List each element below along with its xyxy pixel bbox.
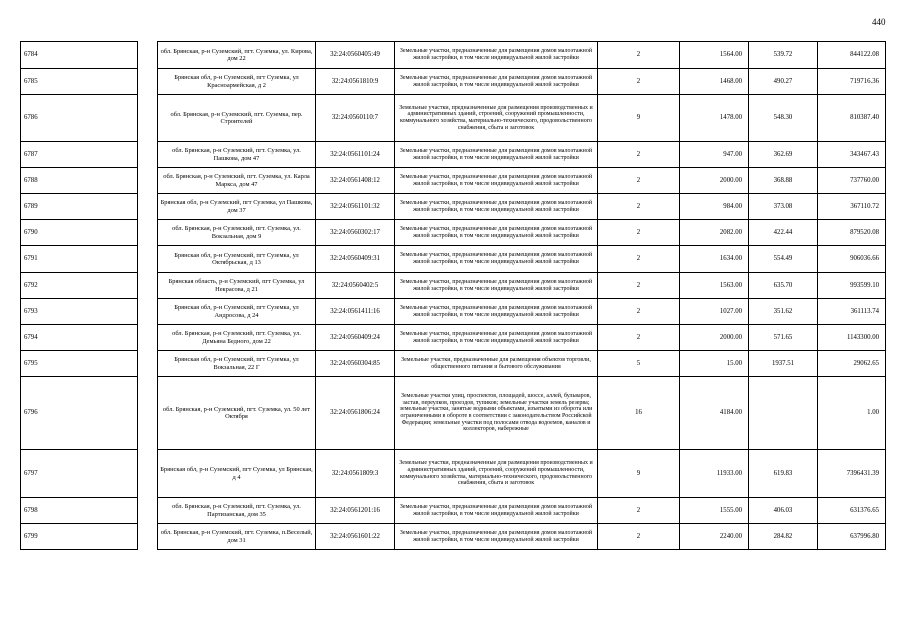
cadastral-number-cell: 32:24:0561201:16	[316, 498, 395, 524]
record-number: 6795	[21, 351, 138, 377]
land-use-cell: Земельные участки, предназначенные для размещения производственных и административных зданий, строений, сооружений промышленности, коммунального хозяйства, материально-технического, продовольственного снабжения, сбыта и заготовок	[395, 95, 598, 142]
spacer-cell	[138, 325, 158, 351]
land-use-cell: Земельные участки, предназначенные для размещения домов малоэтажной жилой застройки, в том числе индивидуальной жилой застройки	[395, 168, 598, 194]
cadastral-number-cell: 32:24:0560402:5	[316, 273, 395, 299]
table-row	[21, 299, 886, 325]
address-cell: обл. Брянская, р-н Суземский, пгт. Суземка, пер. Строителей	[158, 95, 316, 142]
address-cell: обл. Брянская, р-н Суземский, пгт. Суземка, ул. Пашкова, дом 47	[158, 142, 316, 168]
group-cell: 5	[598, 351, 680, 377]
area-cell: 1027.00	[680, 299, 749, 325]
cadastral-value-cell: 637996.80	[818, 524, 886, 550]
area-cell: 1478.00	[680, 95, 749, 142]
table-row	[21, 351, 886, 377]
record-number: 6787	[21, 142, 138, 168]
spacer-cell	[138, 42, 158, 69]
spacer-cell	[138, 351, 158, 377]
cadastral-number-cell: 32:24:0560405:49	[316, 42, 395, 69]
spacer-cell	[138, 142, 158, 168]
cadastral-value-cell: 29062.65	[818, 351, 886, 377]
unit-value-cell: 635.70	[749, 273, 818, 299]
table-row	[21, 194, 886, 220]
table-row	[21, 377, 886, 450]
area-cell: 1564.00	[680, 42, 749, 69]
area-cell: 2000.00	[680, 325, 749, 351]
land-use-cell: Земельные участки улиц, проспектов, площадей, шоссе, аллей, бульваров, застав, переулков, проездов, тупиков; земельные участки земель резерва; земельные участки, занятые водными объектами, изъятыми из оборота или ограниченными в обороте в соответствии с законодательством Российской Федерации; земельные участки под полосами отвода водоемов, каналов и коллекторов, набережные	[395, 377, 598, 450]
land-use-cell: Земельные участки, предназначенные для размещения объектов торговли, общественного питания и бытового обслуживания	[395, 351, 598, 377]
record-number: 6798	[21, 498, 138, 524]
land-use-cell: Земельные участки, предназначенные для размещения производственных и административных зданий, строений, сооружений промышленности, коммунального хозяйства, материально-технического, продовольственного снабжения, сбыта и заготовок	[395, 450, 598, 498]
area-cell: 2082.00	[680, 220, 749, 246]
table-row	[21, 95, 886, 142]
unit-value-cell: 422.44	[749, 220, 818, 246]
group-cell: 2	[598, 69, 680, 95]
group-cell: 9	[598, 95, 680, 142]
table-row	[21, 524, 886, 550]
unit-value-cell: 554.49	[749, 246, 818, 273]
table-row	[21, 220, 886, 246]
unit-value-cell: 368.88	[749, 168, 818, 194]
address-cell: обл. Брянская, р-н Суземский, пгт. Суземка, п.Веселый, дом 31	[158, 524, 316, 550]
cadastral-number-cell: 32:24:0561810:9	[316, 69, 395, 95]
cadastral-value-cell: 810387.40	[818, 95, 886, 142]
cadastral-number-cell: 32:24:0561408:12	[316, 168, 395, 194]
group-cell: 2	[598, 273, 680, 299]
cadastral-value-cell: 1143300.00	[818, 325, 886, 351]
spacer-cell	[138, 273, 158, 299]
cadastral-number-cell: 32:24:0561101:24	[316, 142, 395, 168]
group-cell: 2	[598, 142, 680, 168]
spacer-cell	[138, 168, 158, 194]
table-row	[21, 168, 886, 194]
area-cell: 2000.00	[680, 168, 749, 194]
group-cell: 2	[598, 220, 680, 246]
spacer-cell	[138, 95, 158, 142]
cadastral-value-cell: 361113.74	[818, 299, 886, 325]
cadastral-value-table	[20, 41, 886, 550]
cadastral-number-cell: 32:24:0560110:7	[316, 95, 395, 142]
cadastral-number-cell: 32:24:0561806:24	[316, 377, 395, 450]
spacer-cell	[138, 450, 158, 498]
land-use-cell: Земельные участки, предназначенные для размещения домов малоэтажной жилой застройки, в том числе индивидуальной жилой застройки	[395, 220, 598, 246]
cadastral-number-cell: 32:24:0560409:31	[316, 246, 395, 273]
area-cell: 1563.00	[680, 273, 749, 299]
cadastral-number-cell: 32:24:0561101:32	[316, 194, 395, 220]
address-cell: обл. Брянская, р-н Суземский, пгт. Суземка, ул. Кирова, дом 22	[158, 42, 316, 69]
group-cell: 2	[598, 498, 680, 524]
land-use-cell: Земельные участки, предназначенные для размещения домов малоэтажной жилой застройки, в том числе индивидуальной жилой застройки	[395, 273, 598, 299]
table-row	[21, 273, 886, 299]
spacer-cell	[138, 220, 158, 246]
unit-value-cell	[749, 377, 818, 450]
table-row	[21, 450, 886, 498]
cadastral-number-cell: 32:24:0560304:85	[316, 351, 395, 377]
record-number: 6799	[21, 524, 138, 550]
group-cell: 2	[598, 42, 680, 69]
record-number: 6790	[21, 220, 138, 246]
table-row	[21, 498, 886, 524]
group-cell: 9	[598, 450, 680, 498]
unit-value-cell: 406.03	[749, 498, 818, 524]
unit-value-cell: 362.69	[749, 142, 818, 168]
table-row	[21, 246, 886, 273]
record-number: 6785	[21, 69, 138, 95]
group-cell: 2	[598, 168, 680, 194]
cadastral-value-cell: 1.00	[818, 377, 886, 450]
spacer-cell	[138, 194, 158, 220]
spacer-cell	[138, 69, 158, 95]
address-cell: обл. Брянская, р-н Суземский, пгт. Суземка, ул. Демьяна Бедного, дом 22	[158, 325, 316, 351]
unit-value-cell: 490.27	[749, 69, 818, 95]
area-cell: 4184.00	[680, 377, 749, 450]
cadastral-value-cell: 993599.10	[818, 273, 886, 299]
spacer-cell	[138, 377, 158, 450]
page-number: 440	[872, 17, 886, 27]
address-cell: Брянская обл, р-н Суземский, пгт Суземка, ул Красноармейская, д 2	[158, 69, 316, 95]
land-use-cell: Земельные участки, предназначенные для размещения домов малоэтажной жилой застройки, в том числе индивидуальной жилой застройки	[395, 42, 598, 69]
cadastral-value-cell: 737760.00	[818, 168, 886, 194]
record-number: 6793	[21, 299, 138, 325]
spacer-cell	[138, 498, 158, 524]
cadastral-value-cell: 631376.65	[818, 498, 886, 524]
group-cell: 2	[598, 299, 680, 325]
unit-value-cell: 351.62	[749, 299, 818, 325]
record-number: 6789	[21, 194, 138, 220]
record-number: 6791	[21, 246, 138, 273]
address-cell: обл. Брянская, р-н Суземский, пгт. Суземка, ул. Карла Маркса, дом 47	[158, 168, 316, 194]
land-use-cell: Земельные участки, предназначенные для размещения домов малоэтажной жилой застройки, в том числе индивидуальной жилой застройки	[395, 246, 598, 273]
address-cell: Брянская область, р-н Суземский, пгт Суземка, ул Некрасова, д 21	[158, 273, 316, 299]
land-use-cell: Земельные участки, предназначенные для размещения домов малоэтажной жилой застройки, в том числе индивидуальной жилой застройки	[395, 498, 598, 524]
table-row	[21, 325, 886, 351]
area-cell: 1634.00	[680, 246, 749, 273]
record-number: 6784	[21, 42, 138, 69]
cadastral-value-cell: 906036.66	[818, 246, 886, 273]
address-cell: Брянская обл, р-н Суземский, пгт Суземка, ул Вокзальная, 22 Г	[158, 351, 316, 377]
group-cell: 2	[598, 524, 680, 550]
cadastral-number-cell: 32:24:0561809:3	[316, 450, 395, 498]
group-cell: 16	[598, 377, 680, 450]
address-cell: Брянская обл, р-н Суземский, пгт Суземка, ул Брянская, д 4	[158, 450, 316, 498]
unit-value-cell: 571.65	[749, 325, 818, 351]
land-use-cell: Земельные участки, предназначенные для размещения домов малоэтажной жилой застройки, в том числе индивидуальной жилой застройки	[395, 299, 598, 325]
cadastral-value-cell: 719716.36	[818, 69, 886, 95]
cadastral-value-cell: 343467.43	[818, 142, 886, 168]
area-cell: 2240.00	[680, 524, 749, 550]
area-cell: 947.00	[680, 142, 749, 168]
table-row	[21, 142, 886, 168]
cadastral-value-cell: 844122.08	[818, 42, 886, 69]
address-cell: обл. Брянская, р-н Суземский, пгт. Суземка, ул. Партизанская, дом 35	[158, 498, 316, 524]
unit-value-cell: 548.30	[749, 95, 818, 142]
cadastral-number-cell: 32:24:0561411:16	[316, 299, 395, 325]
record-number: 6792	[21, 273, 138, 299]
unit-value-cell: 1937.51	[749, 351, 818, 377]
group-cell: 2	[598, 246, 680, 273]
table-row	[21, 42, 886, 69]
land-use-cell: Земельные участки, предназначенные для размещения домов малоэтажной жилой застройки, в том числе индивидуальной жилой застройки	[395, 142, 598, 168]
record-number: 6794	[21, 325, 138, 351]
unit-value-cell: 284.82	[749, 524, 818, 550]
spacer-cell	[138, 299, 158, 325]
cadastral-value-cell: 879520.08	[818, 220, 886, 246]
area-cell: 15.00	[680, 351, 749, 377]
cadastral-number-cell: 32:24:0560302:17	[316, 220, 395, 246]
spacer-cell	[138, 524, 158, 550]
record-number: 6797	[21, 450, 138, 498]
cadastral-value-cell: 7396431.39	[818, 450, 886, 498]
cadastral-number-cell: 32:24:0560409:24	[316, 325, 395, 351]
area-cell: 1555.00	[680, 498, 749, 524]
group-cell: 2	[598, 325, 680, 351]
area-cell: 1468.00	[680, 69, 749, 95]
land-use-cell: Земельные участки, предназначенные для размещения домов малоэтажной жилой застройки, в том числе индивидуальной жилой застройки	[395, 325, 598, 351]
address-cell: обл. Брянская, р-н Суземский, пгт. Суземка, ул. 50 лет Октября	[158, 377, 316, 450]
address-cell: обл. Брянская, р-н Суземский, пгт. Суземка, ул. Вокзальная, дом 9	[158, 220, 316, 246]
unit-value-cell: 539.72	[749, 42, 818, 69]
land-use-cell: Земельные участки, предназначенные для размещения домов малоэтажной жилой застройки, в том числе индивидуальной жилой застройки	[395, 194, 598, 220]
table-row	[21, 69, 886, 95]
record-number: 6796	[21, 377, 138, 450]
address-cell: Брянская обл, р-н Суземский, пгт Суземка, ул Андросова, д 24	[158, 299, 316, 325]
spacer-cell	[138, 246, 158, 273]
address-cell: Брянская обл, р-н Суземский, пгт Суземка, ул Октябрьская, д 13	[158, 246, 316, 273]
unit-value-cell: 619.83	[749, 450, 818, 498]
land-use-cell: Земельные участки, предназначенные для размещения домов малоэтажной жилой застройки, в том числе индивидуальной жилой застройки	[395, 69, 598, 95]
record-number: 6786	[21, 95, 138, 142]
land-use-cell: Земельные участки, предназначенные для размещения домов малоэтажной жилой застройки, в том числе индивидуальной жилой застройки	[395, 524, 598, 550]
area-cell: 11933.00	[680, 450, 749, 498]
unit-value-cell: 373.08	[749, 194, 818, 220]
cadastral-number-cell: 32:24:0561601:22	[316, 524, 395, 550]
address-cell: Брянская обл, р-н Суземский, пгт Суземка, ул Пашкова, дом 37	[158, 194, 316, 220]
cadastral-value-cell: 367110.72	[818, 194, 886, 220]
group-cell: 2	[598, 194, 680, 220]
area-cell: 984.00	[680, 194, 749, 220]
record-number: 6788	[21, 168, 138, 194]
